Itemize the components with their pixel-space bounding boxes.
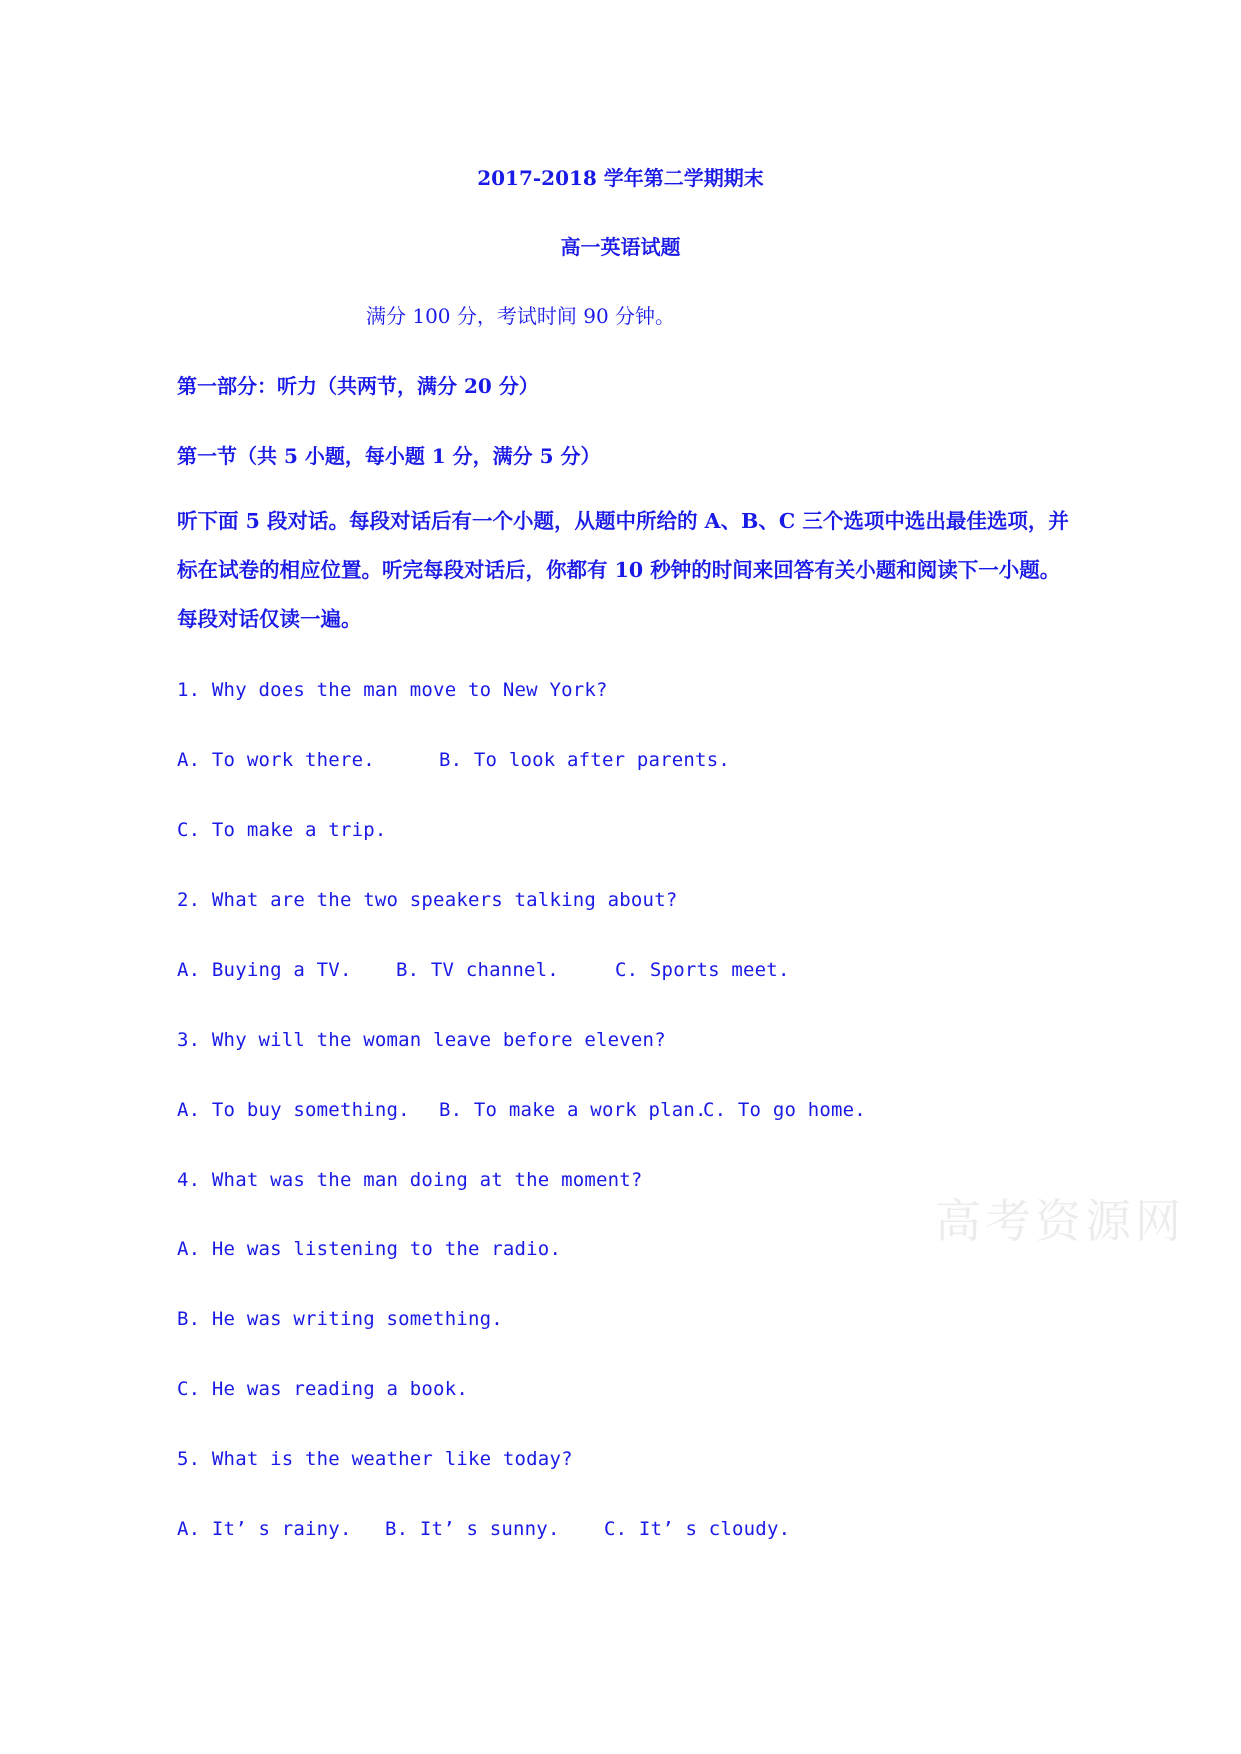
question-1: 1. Why does the man move to New York? bbox=[177, 679, 608, 701]
option-a: A. To work there. bbox=[177, 749, 375, 771]
option-b: B. It’ s sunny. bbox=[385, 1518, 560, 1540]
option-a: A. He was listening to the radio. bbox=[177, 1238, 562, 1260]
option-a: A. It’ s rainy. bbox=[177, 1518, 352, 1540]
option-a: A. To buy something. bbox=[177, 1099, 410, 1121]
option-c: C. To make a trip. bbox=[177, 819, 387, 841]
option-b: B. To make a work plan. bbox=[439, 1099, 707, 1121]
option-c: C. To go home. bbox=[703, 1099, 866, 1121]
question-5: 5. What is the weather like today? bbox=[177, 1448, 573, 1470]
part1-heading: 第一部分：听力（共两节，满分 20 分） bbox=[177, 374, 539, 398]
question-3: 3. Why will the woman leave before eleven? bbox=[177, 1029, 666, 1051]
question-3-options bbox=[177, 1099, 866, 1121]
option-c: C. Sports meet. bbox=[615, 959, 790, 981]
option-b: B. To look after parents. bbox=[439, 749, 730, 771]
question-2: 2. What are the two speakers talking about? bbox=[177, 889, 678, 911]
exam-subject: 高一英语试题 bbox=[560, 235, 681, 259]
option-a: A. Buying a TV. bbox=[177, 959, 352, 981]
section1-heading: 第一节（共 5 小题，每小题 1 分，满分 5 分） bbox=[177, 444, 601, 468]
option-c: C. It’ s cloudy. bbox=[604, 1518, 791, 1540]
question-2-options bbox=[177, 959, 790, 981]
watermark: 高考资源网 bbox=[935, 1194, 1185, 1248]
listening-instructions: 听下面 5 段对话。每段对话后有一个小题，从题中所给的 A、B、C 三个选项中选出最佳选项，并标在试卷的相应位置。听完每段对话后，你都有 10 秒钟的时间来回答有关小题和阅读下一小题。每段对话仅读一遍。 bbox=[177, 509, 1069, 631]
question-4: 4. What was the man doing at the moment? bbox=[177, 1169, 643, 1191]
option-c: C. He was reading a book. bbox=[177, 1378, 468, 1400]
option-b: B. He was writing something. bbox=[177, 1308, 503, 1330]
question-5-options bbox=[177, 1518, 790, 1540]
exam-title: 2017-2018 学年第二学期期末 bbox=[477, 166, 764, 190]
option-b: B. TV channel. bbox=[396, 959, 559, 981]
exam-note: 满分 100 分，考试时间 90 分钟。 bbox=[366, 304, 676, 328]
question-1-options bbox=[177, 749, 730, 771]
